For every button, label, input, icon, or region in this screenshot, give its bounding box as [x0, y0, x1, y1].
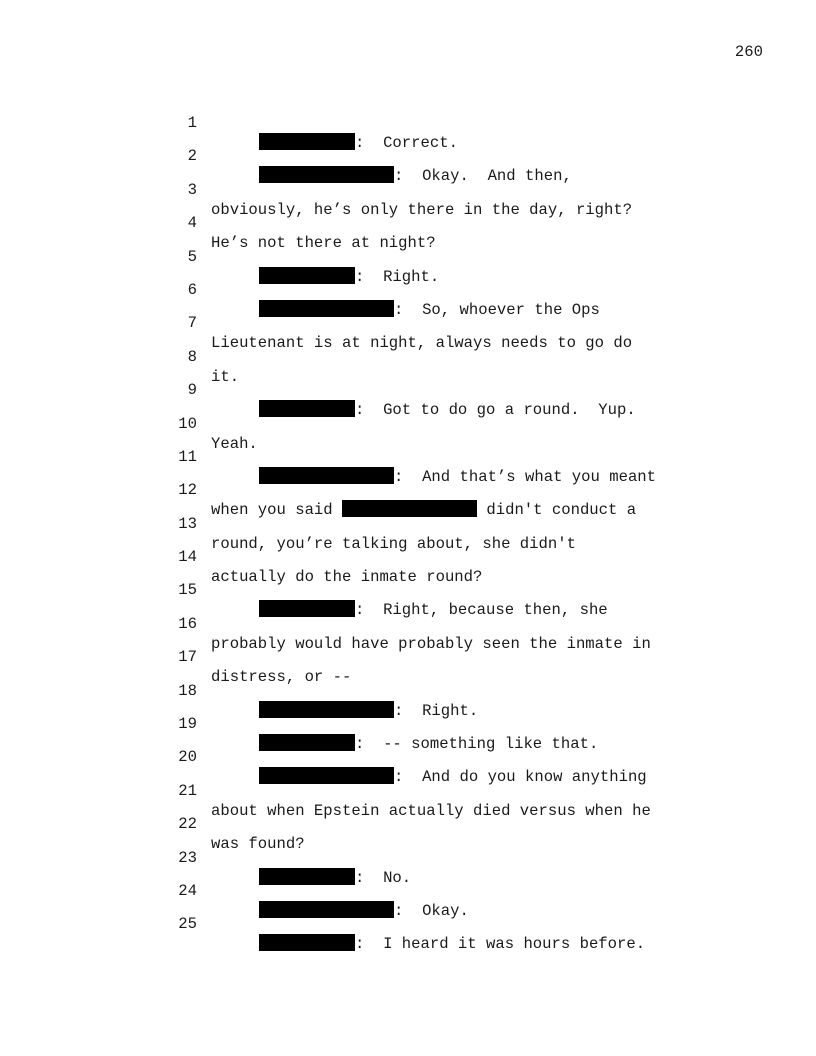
line-text: when you said: [211, 501, 343, 520]
line-number: 23: [178, 848, 197, 867]
line-number: 5: [187, 247, 197, 266]
line-text: : Right.: [355, 267, 440, 286]
line-number: 20: [178, 748, 197, 767]
line-number: 24: [178, 881, 197, 900]
transcript-line: [0, 327, 816, 386]
transcript-line: [0, 427, 816, 486]
transcript-line: [0, 861, 816, 920]
line-number: 17: [178, 648, 197, 667]
line-number: 25: [178, 915, 197, 934]
line-text: : No.: [355, 868, 412, 887]
line-number: 7: [187, 314, 197, 333]
line-number: 22: [178, 815, 197, 834]
transcript-line: [0, 260, 816, 319]
line-number: 21: [178, 781, 197, 800]
transcript-line: [0, 828, 816, 887]
transcript-line: [0, 494, 816, 553]
transcript-line: [0, 460, 816, 520]
line-number: 10: [178, 414, 197, 433]
line-text: was found?: [211, 835, 305, 854]
transcript-line: [0, 360, 816, 420]
redaction-box: [259, 934, 355, 951]
line-text: : I heard it was hours before.: [355, 935, 646, 954]
line-text: about when Epstein actually died versus when he: [211, 801, 651, 820]
transcript-line: [0, 193, 816, 253]
line-number: 4: [187, 214, 197, 233]
line-text: : Okay.: [394, 901, 469, 920]
line-text: : Right, because then, she: [355, 601, 608, 620]
transcript-line: [0, 93, 816, 152]
line-number: 13: [178, 514, 197, 533]
transcript-line: [0, 794, 816, 854]
line-text: didn't conduct a: [477, 501, 637, 520]
line-text: distress, or --: [211, 668, 352, 687]
page-number: 260: [734, 43, 763, 61]
line-text: : And do you know anything: [394, 768, 647, 787]
line-text: He’s not there at night?: [211, 234, 436, 253]
line-text: : Okay. And then,: [394, 167, 572, 186]
transcript-line: [0, 160, 816, 219]
transcript-line: [0, 694, 816, 754]
line-number: 15: [178, 581, 197, 600]
line-content: [259, 934, 645, 954]
line-number: 9: [187, 381, 197, 400]
line-number: 6: [187, 280, 197, 299]
transcript-line: [0, 761, 816, 820]
line-text: : -- something like that.: [355, 735, 599, 754]
transcript-line: [0, 293, 816, 353]
line-number: 11: [178, 447, 197, 466]
line-number: 18: [178, 681, 197, 700]
line-number: 12: [178, 481, 197, 500]
transcript-line: [0, 727, 816, 787]
line-text: actually do the inmate round?: [211, 568, 483, 587]
line-number: 1: [187, 114, 197, 132]
line-text: Yeah.: [211, 434, 258, 453]
line-text: : Correct.: [355, 134, 458, 152]
line-text: Lieutenant is at night, always needs to go do: [211, 334, 633, 353]
transcript-line: [0, 661, 816, 720]
line-text: : Got to do go a round. Yup.: [355, 401, 636, 420]
transcript-line: [0, 126, 816, 186]
line-text: it.: [211, 367, 240, 386]
line-text: obviously, he’s only there in the day, right?: [211, 200, 633, 219]
line-number: 14: [178, 548, 197, 567]
line-number: 19: [178, 715, 197, 734]
line-number: 3: [187, 180, 197, 199]
transcript-line: [0, 627, 816, 687]
transcript-line: [0, 394, 816, 453]
line-number: 16: [178, 614, 197, 633]
transcript-line: [0, 594, 816, 653]
line-text: : And that’s what you meant: [394, 467, 657, 486]
transcript-line: [0, 560, 816, 620]
transcript-line: [0, 527, 816, 587]
line-number: 2: [187, 147, 197, 166]
transcript-body: [0, 93, 816, 954]
transcript-line: [0, 894, 816, 954]
line-text: probably would have probably seen the inmate in: [211, 634, 651, 653]
line-text: : Right.: [394, 701, 479, 720]
transcript-line: [0, 227, 816, 286]
line-text: : So, whoever the Ops: [394, 300, 600, 319]
line-text: round, you’re talking about, she didn't: [211, 534, 576, 553]
line-number: 8: [187, 347, 197, 366]
